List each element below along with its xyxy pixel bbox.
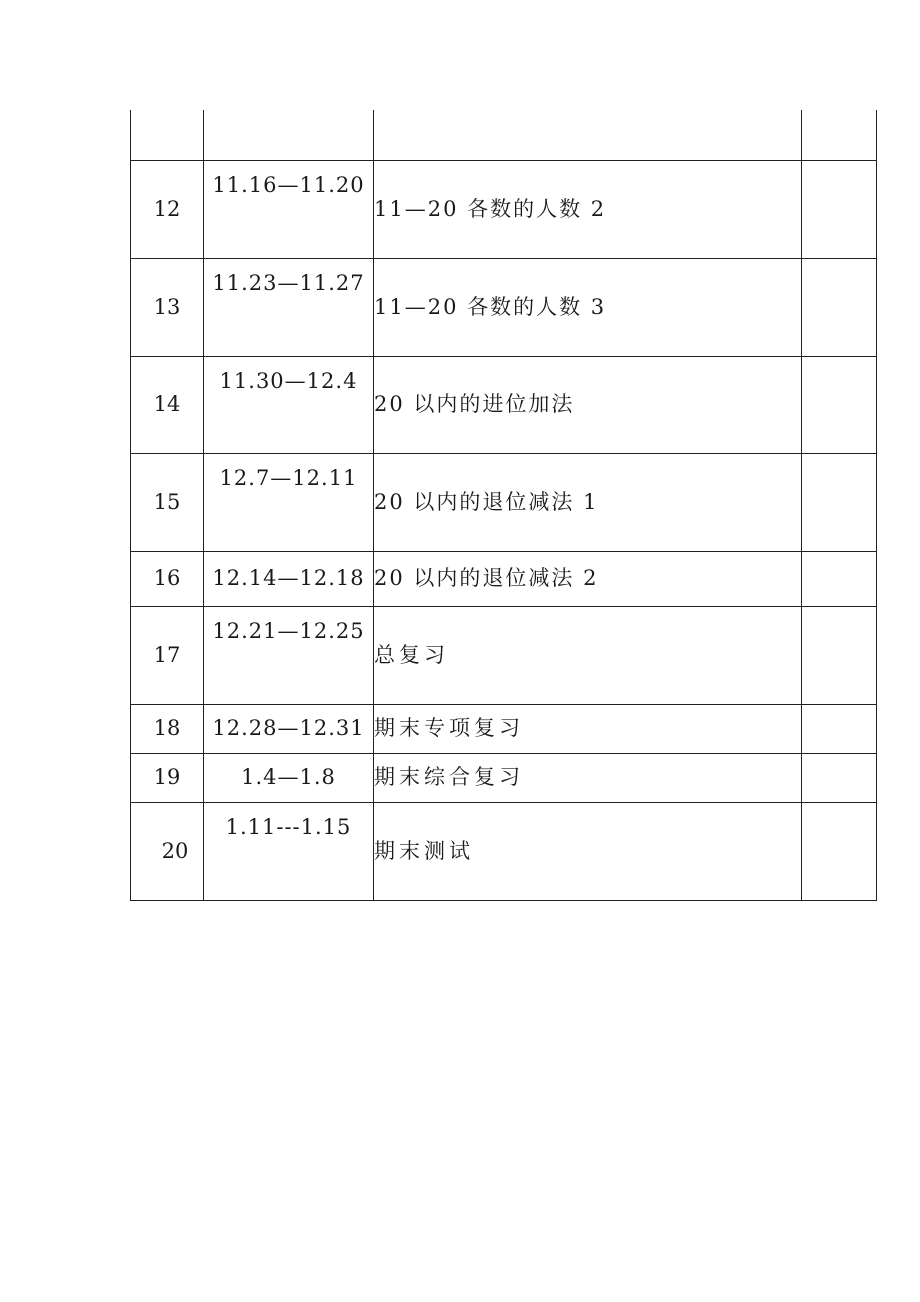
note-cell bbox=[802, 551, 877, 606]
date-cell: 11.30—12.4 bbox=[204, 356, 374, 453]
content-cell: 期末专项复习 bbox=[374, 704, 802, 753]
date-cell: 11.16—11.20 bbox=[204, 160, 374, 258]
week-cell: 17 bbox=[131, 606, 204, 704]
table-row bbox=[131, 160, 877, 258]
week-cell: 15 bbox=[131, 453, 204, 551]
week-cell bbox=[131, 110, 204, 160]
note-cell bbox=[802, 606, 877, 704]
week-cell: 20 bbox=[131, 802, 204, 900]
week-cell: 13 bbox=[131, 258, 204, 356]
week-cell: 16 bbox=[131, 551, 204, 606]
table-row bbox=[131, 258, 877, 356]
note-cell bbox=[802, 802, 877, 900]
note-cell bbox=[802, 160, 877, 258]
date-cell: 1.4—1.8 bbox=[204, 753, 374, 802]
content-cell: 20 以内的进位加法 bbox=[374, 356, 802, 453]
note-cell bbox=[802, 356, 877, 453]
note-cell bbox=[802, 753, 877, 802]
date-cell: 1.11---1.15 bbox=[204, 802, 374, 900]
table-row bbox=[131, 606, 877, 704]
date-cell: 11.23—11.27 bbox=[204, 258, 374, 356]
teaching-schedule-table bbox=[130, 110, 877, 901]
table-row bbox=[131, 356, 877, 453]
note-cell bbox=[802, 258, 877, 356]
date-cell: 12.14—12.18 bbox=[204, 551, 374, 606]
table-row bbox=[131, 802, 877, 900]
content-cell: 20 以内的退位减法 1 bbox=[374, 453, 802, 551]
week-cell: 19 bbox=[131, 753, 204, 802]
week-cell: 14 bbox=[131, 356, 204, 453]
table-row bbox=[131, 704, 877, 753]
content-cell: 期末测试 bbox=[374, 802, 802, 900]
date-cell bbox=[204, 110, 374, 160]
note-cell bbox=[802, 110, 877, 160]
content-cell: 期末综合复习 bbox=[374, 753, 802, 802]
table-row bbox=[131, 110, 877, 160]
content-cell: 11—20 各数的人数 3 bbox=[374, 258, 802, 356]
content-cell: 20 以内的退位减法 2 bbox=[374, 551, 802, 606]
content-cell: 11—20 各数的人数 2 bbox=[374, 160, 802, 258]
date-cell: 12.21—12.25 bbox=[204, 606, 374, 704]
table-row bbox=[131, 453, 877, 551]
date-cell: 12.28—12.31 bbox=[204, 704, 374, 753]
week-cell: 18 bbox=[131, 704, 204, 753]
table-row bbox=[131, 551, 877, 606]
date-cell: 12.7—12.11 bbox=[204, 453, 374, 551]
content-cell bbox=[374, 110, 802, 160]
week-cell: 12 bbox=[131, 160, 204, 258]
note-cell bbox=[802, 453, 877, 551]
table-row bbox=[131, 753, 877, 802]
content-cell: 总复习 bbox=[374, 606, 802, 704]
note-cell bbox=[802, 704, 877, 753]
